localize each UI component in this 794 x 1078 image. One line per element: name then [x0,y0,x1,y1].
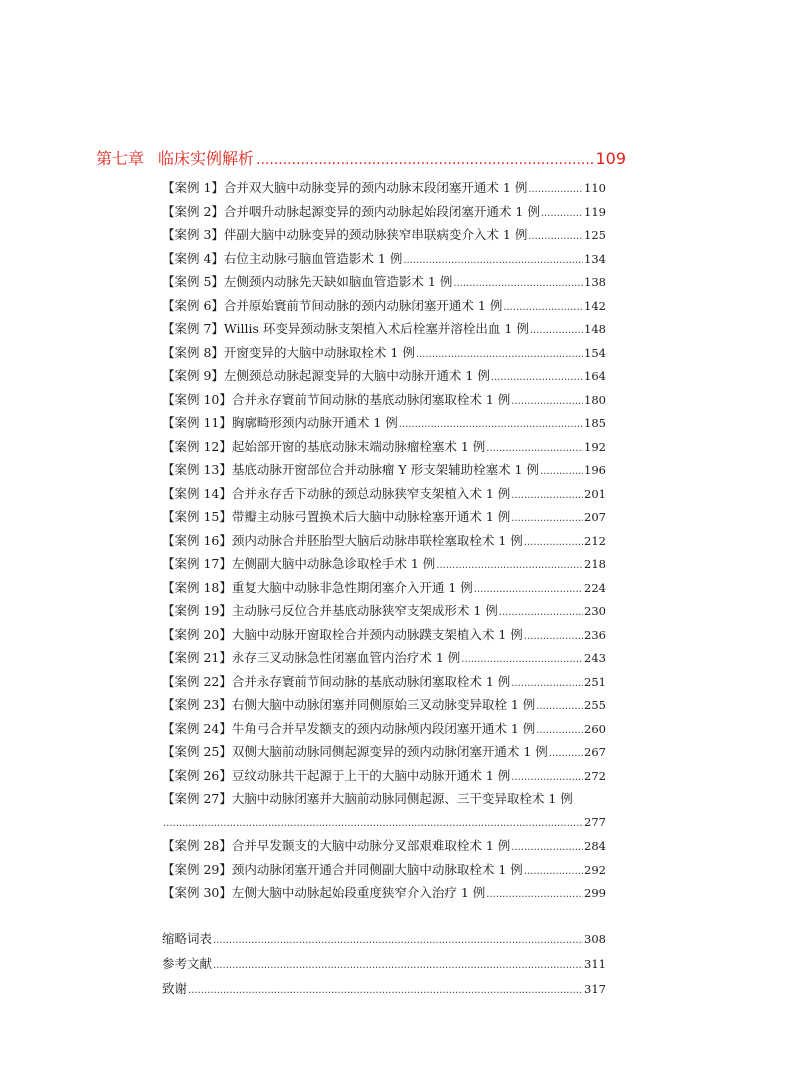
toc-entry [162,223,606,247]
leader-dots [163,812,583,836]
toc-entry [162,599,606,623]
toc-entry-label: 【案例 11】胸廓畸形颈内动脉开通术 1 例 [162,415,398,430]
toc-entry-page: 272 [584,768,606,783]
toc-entry [162,317,606,341]
toc-entry [162,411,606,435]
toc-entry-page: 164 [584,369,606,383]
back-matter-list [162,926,606,1001]
toc-entry [162,294,606,318]
toc-entry-label: 【案例 28】合并早发颞支的大脑中动脉分叉部艰难取栓术 1 例 [162,838,511,853]
leader-dots [524,531,583,555]
toc-entry-page: 138 [584,275,606,289]
toc-entry-page: 148 [584,322,606,336]
leader-dots [528,225,583,249]
toc-entry-page: 134 [584,251,606,266]
toc-entry [162,881,606,905]
toc-entry-label: 【案例 19】主动脉弓反位合并基底动脉狭窄支架成形术 1 例 [162,603,498,618]
toc-entry-label: 【案例 1】合并双大脑中动脉变异的颈内动脉末段闭塞开通术 1 例 [162,180,528,195]
toc-entry-page: 180 [584,392,606,407]
toc-entry [162,834,606,858]
leader-dots [511,836,583,860]
leader-dots [511,507,583,531]
toc-entry-label: 【案例 29】颈内动脉闭塞开通合并同侧副大脑中动脉取栓术 1 例 [162,861,523,877]
toc-entry-label: 【案例 16】颈内动脉合并胚胎型大脑后动脉串联栓塞取栓术 1 例 [162,532,523,548]
toc-entry-page: 196 [584,463,606,477]
toc-entry-label: 【案例 24】牛角弓合并早发额支的颈内动脉颅内段闭塞开通术 1 例 [162,720,536,736]
toc-entry-page: 185 [584,416,606,430]
toc-entry-page: 284 [584,839,606,853]
toc-entry-label: 【案例 12】起始部开窗的基底动脉末端动脉瘤栓塞术 1 例 [162,438,486,454]
toc-entry-label: 【案例 14】合并永存舌下动脉的颈总动脉狭窄支架植入术 1 例 [162,485,511,501]
leader-dots [530,319,583,343]
toc-entry-label: 【案例 26】豆纹动脉共干起源于上干的大脑中动脉开通术 1 例 [162,767,511,783]
leader-dots [511,766,583,790]
leader-dots [461,648,583,672]
leader-dots [188,978,583,1003]
leader-dots [491,366,583,390]
leader-dots [213,928,583,953]
toc-entry-page: 218 [584,557,606,571]
leader-dots [474,578,583,602]
chapter-page: 109 [595,149,626,168]
chapter-title: 临床实例解析 [158,149,255,168]
toc-entry [162,576,606,600]
toc-entry-page: 292 [584,862,606,877]
toc-entry-page: 192 [584,439,606,454]
back-matter-entry [162,926,606,951]
leader-dots [403,249,583,273]
toc-entry [162,552,606,576]
toc-entry [162,623,606,647]
toc-entry-page: 154 [584,345,606,360]
toc-entry [162,670,606,694]
toc-entry [162,505,606,529]
toc-entry-page: 207 [584,510,606,524]
toc-entry-label: 【案例 25】双侧大脑前动脉同侧起源变异的颈内动脉闭塞开通术 1 例 [162,744,548,759]
leader-dots [486,883,583,907]
toc-entry-label: 【案例 17】左侧副大脑中动脉急诊取栓手术 1 例 [162,556,436,571]
toc-entry [162,176,606,200]
leader-dots [213,953,583,978]
leader-dots [536,695,583,719]
leader-dots [256,149,593,171]
toc-entry-label: 【案例 13】基底动脉开窗部位合并动脉瘤 Y 形支架辅助栓塞术 1 例 [162,462,539,477]
leader-dots [524,625,583,649]
toc-entry [162,693,606,717]
toc-entry-label: 【案例 27】大脑中动脉闭塞并大脑前动脉同侧起源、三干变异取栓术 1 例 [162,791,573,806]
toc-entry-page: 317 [584,982,606,996]
toc-entry-page: 236 [584,627,606,642]
toc-entry-label: 缩略词表 [162,931,213,946]
toc-entry [162,435,606,459]
toc-entry-label: 【案例 8】开窗变异的大脑中动脉取栓术 1 例 [162,344,415,360]
leader-dots [486,437,583,461]
toc-entry-page: 308 [584,932,606,946]
leader-dots [511,484,583,508]
toc-entry [162,482,606,506]
toc-entry-page: 243 [584,651,606,665]
toc-entry-label: 【案例 23】右侧大脑中动脉闭塞并同侧原始三叉动脉变异取栓 1 例 [162,697,536,712]
toc-entry-label: 【案例 6】合并原始寰前节间动脉的颈内动脉闭塞开通术 1 例 [162,297,503,313]
toc-entry [162,341,606,365]
leader-dots [528,178,583,202]
chapter-heading [96,148,626,171]
toc-entry-label: 【案例 18】重复大脑中动脉非急性期闭塞介入开通 1 例 [162,579,473,595]
leader-dots [541,202,583,226]
toc-entry-label: 【案例 4】右位主动脉弓脑血管造影术 1 例 [162,250,403,266]
toc-entry-label: 【案例 15】带瓣主动脉弓置换术后大脑中动脉栓塞开通术 1 例 [162,509,511,524]
leader-dots [540,460,583,484]
toc-entry-page: 299 [584,886,606,900]
toc-entry-page: 267 [584,745,606,759]
toc-entry [162,247,606,271]
toc-entry [162,270,606,294]
toc-entry-label: 【案例 22】合并永存寰前节间动脉的基底动脉闭塞取栓术 1 例 [162,673,511,689]
toc-entry-label: 参考文献 [162,956,213,971]
toc-entry-label: 【案例 20】大脑中动脉开窗取栓合并颈内动脉蹼支架植入术 1 例 [162,626,523,642]
toc-entry-case-27-continuation [162,811,606,835]
toc-entry-label: 致谢 [162,981,188,996]
toc-entry-page: 125 [584,228,606,242]
leader-dots [503,296,583,320]
toc-entry-label: 【案例 21】永存三叉动脉急性闭塞血管内治疗术 1 例 [162,650,461,665]
leader-dots [499,601,583,625]
toc-entry [162,529,606,553]
toc-entry [162,458,606,482]
toc-entry-label: 【案例 30】左侧大脑中动脉起始段重度狭窄介入治疗 1 例 [162,885,486,900]
toc-entry [162,364,606,388]
toc-entry-label: 【案例 10】合并永存寰前节间动脉的基底动脉闭塞取栓术 1 例 [162,391,511,407]
toc-entry-label: 【案例 3】伴副大脑中动脉变异的颈动脉狭窄串联病变介入术 1 例 [162,227,528,242]
leader-dots [511,672,583,696]
leader-dots [549,742,583,766]
toc-entry-page: 212 [584,533,606,548]
toc-entry-page: 230 [584,604,606,618]
toc-entry-page: 260 [584,721,606,736]
toc-entry-page: 224 [584,580,606,595]
leader-dots [524,860,583,884]
toc-entry-page: 201 [584,486,606,501]
toc-entry-page: 142 [584,298,606,313]
back-matter-entry [162,951,606,976]
toc-entry-label: 【案例 2】合并咽升动脉起源变异的颈内动脉起始段闭塞开通术 1 例 [162,203,540,219]
toc-entry-page: 255 [584,698,606,712]
leader-dots [453,272,583,296]
toc-entry [162,764,606,788]
toc-entry-case-27 [162,787,606,811]
toc-entry [162,717,606,741]
toc-entry-page: 311 [584,957,606,971]
toc-entry [162,740,606,764]
toc-entry [162,388,606,412]
leader-dots [399,413,583,437]
toc-entry-page: 119 [584,204,606,219]
leader-dots [416,343,583,367]
toc-entry-label: 【案例 7】Willis 环变异颈动脉支架植入术后栓塞并溶栓出血 1 例 [162,321,529,336]
toc-entry-page: 110 [584,181,606,195]
toc-entry [162,858,606,882]
chapter-number: 第七章 [96,149,145,168]
toc-entry-page: 277 [584,814,606,829]
toc-entry-label: 【案例 5】左侧颈内动脉先天缺如脑血管造影术 1 例 [162,274,453,289]
back-matter-entry [162,976,606,1001]
case-list [162,176,606,905]
toc-entry-page: 251 [584,674,606,689]
leader-dots [536,719,583,743]
leader-dots [436,554,583,578]
toc-entry [162,646,606,670]
toc-entry-label: 【案例 9】左侧颈总动脉起源变异的大脑中动脉开通术 1 例 [162,368,490,383]
leader-dots [511,390,583,414]
toc-entry [162,200,606,224]
